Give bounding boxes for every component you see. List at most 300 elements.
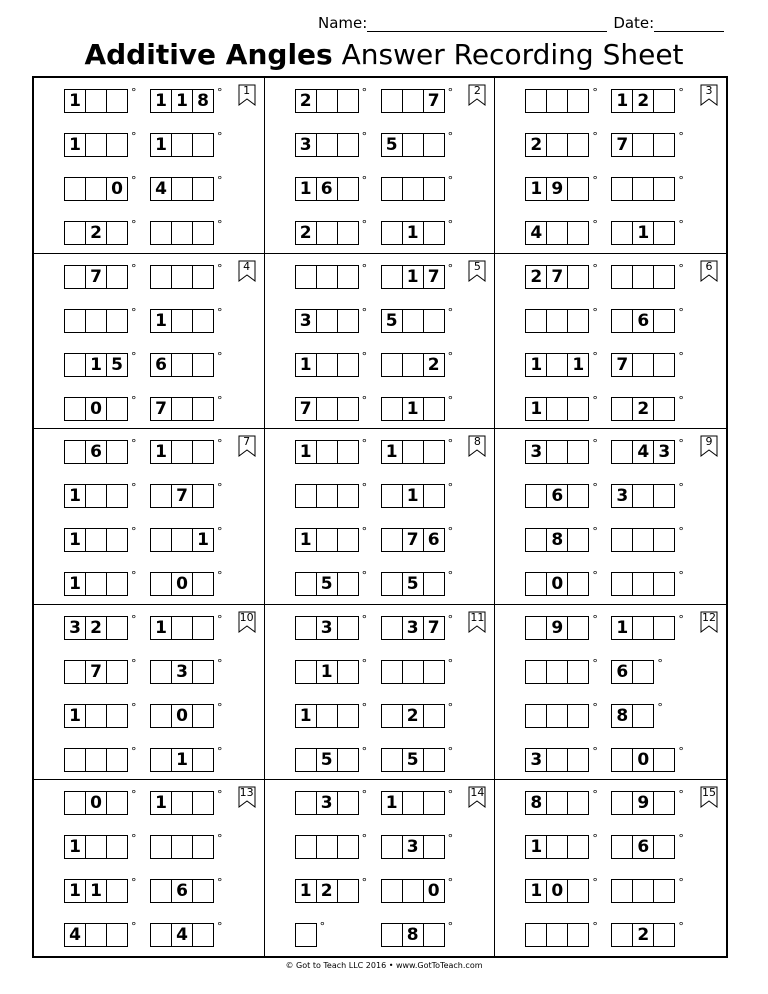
digit-box[interactable]	[547, 705, 568, 727]
digit-box[interactable]	[107, 90, 127, 112]
digit-box[interactable]	[317, 266, 338, 288]
digit-box[interactable]: 3	[172, 661, 193, 683]
digit-box[interactable]	[612, 222, 633, 244]
digit-box[interactable]: 1	[403, 485, 424, 507]
digit-box[interactable]	[193, 222, 213, 244]
digit-box[interactable]	[86, 485, 107, 507]
digit-box[interactable]	[317, 354, 338, 376]
digit-box[interactable]	[151, 924, 172, 946]
digit-box[interactable]	[568, 573, 588, 595]
digit-box[interactable]: 1	[151, 441, 172, 463]
digit-box[interactable]	[193, 749, 213, 771]
digit-box[interactable]: 1	[526, 398, 547, 420]
digit-box[interactable]: 0	[86, 792, 107, 814]
digit-box[interactable]	[568, 617, 588, 639]
digit-box[interactable]	[654, 354, 674, 376]
digit-box[interactable]: 2	[86, 222, 107, 244]
digit-box[interactable]	[568, 661, 588, 683]
digit-box[interactable]	[172, 441, 193, 463]
digit-box[interactable]: 0	[172, 573, 193, 595]
digit-box[interactable]	[654, 573, 674, 595]
digit-box[interactable]	[172, 398, 193, 420]
digit-box[interactable]	[172, 354, 193, 376]
digit-box[interactable]: 6	[151, 354, 172, 376]
digit-box[interactable]: 0	[633, 749, 654, 771]
digit-box[interactable]	[382, 880, 403, 902]
digit-box[interactable]: 2	[86, 617, 107, 639]
digit-box[interactable]	[193, 836, 213, 858]
digit-box[interactable]	[424, 398, 444, 420]
digit-box[interactable]: 4	[526, 222, 547, 244]
digit-box[interactable]	[612, 880, 633, 902]
digit-box[interactable]	[547, 661, 568, 683]
digit-box[interactable]: 1	[65, 90, 86, 112]
digit-box[interactable]	[296, 661, 317, 683]
digit-box[interactable]: 1	[65, 836, 86, 858]
digit-box[interactable]: 3	[526, 749, 547, 771]
digit-box[interactable]	[612, 924, 633, 946]
digit-box[interactable]: 3	[612, 485, 633, 507]
digit-box[interactable]: 1	[172, 749, 193, 771]
digit-box[interactable]	[424, 836, 444, 858]
digit-box[interactable]	[568, 924, 588, 946]
digit-box[interactable]	[107, 880, 127, 902]
digit-box[interactable]	[151, 749, 172, 771]
digit-box[interactable]	[654, 880, 674, 902]
digit-box[interactable]	[338, 310, 358, 332]
digit-box[interactable]	[633, 354, 654, 376]
digit-box[interactable]	[654, 836, 674, 858]
digit-box[interactable]: 5	[382, 134, 403, 156]
digit-box[interactable]	[568, 310, 588, 332]
digit-box[interactable]: 7	[172, 485, 193, 507]
digit-box[interactable]	[193, 661, 213, 683]
digit-box[interactable]	[612, 310, 633, 332]
digit-box[interactable]	[403, 441, 424, 463]
digit-box[interactable]: 1	[296, 880, 317, 902]
digit-box[interactable]	[317, 398, 338, 420]
digit-box[interactable]	[296, 617, 317, 639]
digit-box[interactable]: 4	[151, 178, 172, 200]
digit-box[interactable]	[382, 178, 403, 200]
digit-box[interactable]	[424, 178, 444, 200]
digit-box[interactable]: 1	[151, 792, 172, 814]
digit-box[interactable]	[151, 661, 172, 683]
digit-box[interactable]: 3	[296, 310, 317, 332]
digit-box[interactable]	[107, 441, 127, 463]
digit-box[interactable]: 7	[427, 91, 440, 111]
digit-box[interactable]	[296, 924, 316, 946]
digit-box[interactable]: 3	[65, 617, 86, 639]
digit-box[interactable]	[338, 441, 358, 463]
digit-box[interactable]	[172, 310, 193, 332]
digit-box[interactable]	[338, 792, 358, 814]
digit-box[interactable]	[65, 354, 86, 376]
digit-box[interactable]	[317, 441, 338, 463]
digit-box[interactable]	[612, 529, 633, 551]
digit-box[interactable]	[382, 617, 403, 639]
digit-box[interactable]	[338, 880, 358, 902]
digit-box[interactable]	[612, 792, 633, 814]
digit-box[interactable]	[382, 266, 403, 288]
digit-box[interactable]: 5	[403, 749, 424, 771]
digit-box[interactable]	[526, 573, 547, 595]
digit-box[interactable]	[526, 90, 547, 112]
digit-box[interactable]	[633, 266, 654, 288]
digit-box[interactable]	[86, 529, 107, 551]
digit-box[interactable]: 2	[526, 266, 547, 288]
digit-box[interactable]	[403, 792, 424, 814]
digit-box[interactable]: 1	[296, 529, 317, 551]
digit-box[interactable]	[526, 705, 547, 727]
digit-box[interactable]	[654, 529, 674, 551]
digit-box[interactable]: 1	[151, 310, 172, 332]
digit-box[interactable]	[547, 134, 568, 156]
digit-box[interactable]: 1	[403, 222, 424, 244]
digit-box[interactable]	[338, 749, 358, 771]
digit-box[interactable]	[612, 398, 633, 420]
digit-box[interactable]	[382, 705, 403, 727]
digit-box[interactable]	[107, 398, 127, 420]
digit-box[interactable]	[193, 354, 213, 376]
digit-box[interactable]	[317, 836, 338, 858]
digit-box[interactable]	[86, 836, 107, 858]
digit-box[interactable]: 8	[612, 705, 633, 727]
digit-box[interactable]	[403, 661, 424, 683]
digit-box[interactable]	[654, 792, 674, 814]
digit-box[interactable]: 3	[403, 836, 424, 858]
digit-box[interactable]	[338, 573, 358, 595]
digit-box[interactable]	[151, 266, 172, 288]
digit-box[interactable]	[193, 485, 213, 507]
digit-box[interactable]	[633, 573, 654, 595]
digit-box[interactable]	[403, 178, 424, 200]
digit-box[interactable]: 1	[296, 705, 317, 727]
digit-box[interactable]	[65, 441, 86, 463]
digit-box[interactable]	[382, 573, 403, 595]
digit-box[interactable]: 7	[612, 134, 633, 156]
digit-box[interactable]	[424, 705, 444, 727]
digit-box[interactable]: 2	[633, 90, 654, 112]
digit-box[interactable]	[547, 398, 568, 420]
digit-box[interactable]	[403, 134, 424, 156]
digit-box[interactable]	[338, 134, 358, 156]
digit-box[interactable]: 9	[547, 178, 568, 200]
digit-box[interactable]: 1	[526, 836, 547, 858]
digit-box[interactable]: 5	[317, 749, 338, 771]
digit-box[interactable]	[338, 266, 358, 288]
digit-box[interactable]	[107, 792, 127, 814]
digit-box[interactable]	[151, 222, 172, 244]
digit-box[interactable]	[65, 266, 86, 288]
digit-box[interactable]	[568, 880, 588, 902]
digit-box[interactable]	[547, 836, 568, 858]
digit-box[interactable]	[382, 90, 403, 112]
digit-box[interactable]	[612, 266, 633, 288]
digit-box[interactable]	[654, 398, 674, 420]
digit-box[interactable]: 0	[427, 881, 440, 902]
digit-box[interactable]	[654, 134, 674, 156]
digit-box[interactable]	[654, 310, 674, 332]
digit-box[interactable]	[424, 441, 444, 463]
digit-box[interactable]	[193, 880, 213, 902]
digit-box[interactable]	[338, 617, 358, 639]
digit-box[interactable]	[568, 178, 588, 200]
digit-box[interactable]	[382, 222, 403, 244]
digit-box[interactable]: 7	[547, 266, 568, 288]
digit-box[interactable]	[424, 134, 444, 156]
digit-box[interactable]	[107, 222, 127, 244]
digit-box[interactable]	[382, 836, 403, 858]
digit-box[interactable]	[338, 485, 358, 507]
digit-box[interactable]: 7	[612, 354, 633, 376]
digit-box[interactable]	[193, 398, 213, 420]
digit-box[interactable]	[633, 661, 653, 683]
digit-box[interactable]	[654, 222, 674, 244]
digit-box[interactable]: 1	[612, 90, 633, 112]
digit-box[interactable]: 6	[547, 485, 568, 507]
digit-box[interactable]	[296, 749, 317, 771]
digit-box[interactable]	[424, 924, 444, 946]
digit-box[interactable]: 1	[65, 134, 86, 156]
digit-box[interactable]	[193, 617, 213, 639]
digit-box[interactable]	[107, 266, 127, 288]
digit-box[interactable]: 7	[403, 529, 424, 551]
digit-box[interactable]: 1	[86, 354, 107, 376]
digit-box[interactable]: 5	[317, 573, 338, 595]
digit-box[interactable]	[424, 661, 444, 683]
date-field-line[interactable]	[654, 17, 724, 32]
digit-box[interactable]	[403, 310, 424, 332]
digit-box[interactable]	[547, 924, 568, 946]
digit-box[interactable]: 6	[612, 661, 633, 683]
digit-box[interactable]: 1	[151, 617, 172, 639]
digit-box[interactable]: 3	[403, 617, 424, 639]
digit-box[interactable]	[338, 398, 358, 420]
digit-box[interactable]	[382, 529, 403, 551]
digit-box[interactable]: 1	[526, 178, 547, 200]
digit-box[interactable]: 8	[547, 529, 568, 551]
digit-box[interactable]	[296, 573, 317, 595]
digit-box[interactable]	[86, 924, 107, 946]
digit-box[interactable]	[633, 529, 654, 551]
digit-box[interactable]: 2	[633, 398, 654, 420]
digit-box[interactable]: 8	[526, 792, 547, 814]
digit-box[interactable]: 1	[65, 529, 86, 551]
digit-box[interactable]: 8	[197, 91, 209, 111]
digit-box[interactable]	[633, 178, 654, 200]
digit-box[interactable]	[633, 134, 654, 156]
digit-box[interactable]: 4	[172, 924, 193, 946]
digit-box[interactable]	[526, 485, 547, 507]
digit-box[interactable]	[612, 749, 633, 771]
digit-box[interactable]: 5	[382, 310, 403, 332]
digit-box[interactable]: 1	[296, 441, 317, 463]
digit-box[interactable]: 1	[151, 134, 172, 156]
digit-box[interactable]: 1	[526, 880, 547, 902]
digit-box[interactable]	[382, 749, 403, 771]
digit-box[interactable]	[547, 90, 568, 112]
digit-box[interactable]	[193, 924, 213, 946]
digit-box[interactable]: 7	[427, 266, 440, 287]
digit-box[interactable]: 1	[172, 90, 193, 112]
digit-box[interactable]	[172, 178, 193, 200]
digit-box[interactable]	[193, 134, 213, 156]
digit-box[interactable]	[317, 529, 338, 551]
digit-box[interactable]: 1	[403, 398, 424, 420]
digit-box[interactable]	[107, 617, 127, 639]
digit-box[interactable]	[568, 836, 588, 858]
digit-box[interactable]: 6	[172, 880, 193, 902]
digit-box[interactable]: 6	[427, 530, 440, 551]
digit-box[interactable]	[403, 880, 424, 902]
digit-box[interactable]	[338, 705, 358, 727]
digit-box[interactable]	[338, 222, 358, 244]
digit-box[interactable]	[654, 90, 674, 112]
digit-box[interactable]	[633, 705, 653, 727]
digit-box[interactable]	[193, 310, 213, 332]
digit-box[interactable]	[193, 792, 213, 814]
digit-box[interactable]	[296, 485, 317, 507]
digit-box[interactable]	[568, 134, 588, 156]
digit-box[interactable]	[547, 222, 568, 244]
digit-box[interactable]	[568, 529, 588, 551]
digit-box[interactable]	[382, 354, 403, 376]
digit-box[interactable]	[151, 836, 172, 858]
digit-box[interactable]: 0	[547, 880, 568, 902]
digit-box[interactable]: 1	[572, 354, 585, 375]
digit-box[interactable]	[172, 792, 193, 814]
digit-box[interactable]	[107, 661, 127, 683]
digit-box[interactable]	[151, 705, 172, 727]
digit-box[interactable]	[568, 441, 588, 463]
digit-box[interactable]	[526, 617, 547, 639]
digit-box[interactable]	[151, 573, 172, 595]
digit-box[interactable]	[568, 266, 588, 288]
digit-box[interactable]	[107, 705, 127, 727]
digit-box[interactable]	[568, 705, 588, 727]
digit-box[interactable]	[172, 134, 193, 156]
digit-box[interactable]	[172, 836, 193, 858]
digit-box[interactable]	[338, 90, 358, 112]
digit-box[interactable]	[568, 222, 588, 244]
digit-box[interactable]	[107, 485, 127, 507]
digit-box[interactable]: 6	[86, 441, 107, 463]
digit-box[interactable]: 1	[296, 178, 317, 200]
digit-box[interactable]	[424, 222, 444, 244]
digit-box[interactable]	[193, 178, 213, 200]
digit-box[interactable]	[382, 398, 403, 420]
digit-box[interactable]	[338, 178, 358, 200]
digit-box[interactable]: 9	[547, 617, 568, 639]
digit-box[interactable]: 7	[427, 617, 440, 638]
digit-box[interactable]	[296, 792, 317, 814]
digit-box[interactable]	[547, 441, 568, 463]
digit-box[interactable]	[317, 134, 338, 156]
digit-box[interactable]	[107, 836, 127, 858]
digit-box[interactable]: 1	[65, 485, 86, 507]
digit-box[interactable]: 9	[633, 792, 654, 814]
digit-box[interactable]	[107, 573, 127, 595]
digit-box[interactable]	[86, 705, 107, 727]
digit-box[interactable]	[568, 90, 588, 112]
digit-box[interactable]	[633, 880, 654, 902]
digit-box[interactable]: 7	[86, 266, 107, 288]
digit-box[interactable]: 2	[633, 924, 654, 946]
digit-box[interactable]	[654, 178, 674, 200]
digit-box[interactable]	[424, 310, 444, 332]
digit-box[interactable]: 3	[296, 134, 317, 156]
digit-box[interactable]	[382, 485, 403, 507]
digit-box[interactable]	[107, 529, 127, 551]
digit-box[interactable]	[547, 749, 568, 771]
digit-box[interactable]: 1	[633, 222, 654, 244]
digit-box[interactable]: 0	[86, 398, 107, 420]
digit-box[interactable]: 8	[403, 924, 424, 946]
digit-box[interactable]	[338, 529, 358, 551]
digit-box[interactable]	[86, 178, 107, 200]
digit-box[interactable]	[193, 573, 213, 595]
digit-box[interactable]: 1	[86, 880, 107, 902]
digit-box[interactable]: 4	[65, 924, 86, 946]
digit-box[interactable]	[172, 222, 193, 244]
digit-box[interactable]: 1	[526, 354, 547, 376]
digit-box[interactable]	[172, 266, 193, 288]
digit-box[interactable]	[296, 266, 317, 288]
digit-box[interactable]: 2	[427, 354, 440, 375]
digit-box[interactable]: 0	[172, 705, 193, 727]
digit-box[interactable]	[382, 924, 403, 946]
digit-box[interactable]: 5	[111, 354, 123, 375]
digit-box[interactable]	[65, 661, 86, 683]
digit-box[interactable]	[403, 354, 424, 376]
digit-box[interactable]	[86, 90, 107, 112]
digit-box[interactable]	[338, 661, 358, 683]
digit-box[interactable]	[654, 617, 674, 639]
digit-box[interactable]: 3	[317, 617, 338, 639]
digit-box[interactable]	[526, 661, 547, 683]
digit-box[interactable]	[654, 749, 674, 771]
digit-box[interactable]	[568, 792, 588, 814]
digit-box[interactable]: 1	[317, 661, 338, 683]
digit-box[interactable]: 2	[317, 880, 338, 902]
digit-box[interactable]	[654, 924, 674, 946]
digit-box[interactable]	[317, 485, 338, 507]
digit-box[interactable]	[633, 485, 654, 507]
digit-box[interactable]	[612, 836, 633, 858]
digit-box[interactable]: 6	[633, 836, 654, 858]
digit-box[interactable]: 2	[526, 134, 547, 156]
digit-box[interactable]: 0	[111, 179, 123, 199]
digit-box[interactable]: 1	[65, 573, 86, 595]
digit-box[interactable]	[568, 485, 588, 507]
digit-box[interactable]: 3	[658, 442, 671, 463]
digit-box[interactable]: 5	[403, 573, 424, 595]
digit-box[interactable]	[424, 573, 444, 595]
digit-box[interactable]: 1	[65, 705, 86, 727]
digit-box[interactable]	[151, 880, 172, 902]
digit-box[interactable]	[65, 310, 86, 332]
digit-box[interactable]	[296, 836, 317, 858]
digit-box[interactable]	[526, 924, 547, 946]
digit-box[interactable]: 7	[151, 398, 172, 420]
digit-box[interactable]	[654, 485, 674, 507]
digit-box[interactable]: 1	[65, 880, 86, 902]
digit-box[interactable]	[86, 310, 107, 332]
digit-box[interactable]	[65, 398, 86, 420]
digit-box[interactable]	[654, 266, 674, 288]
digit-box[interactable]	[151, 485, 172, 507]
